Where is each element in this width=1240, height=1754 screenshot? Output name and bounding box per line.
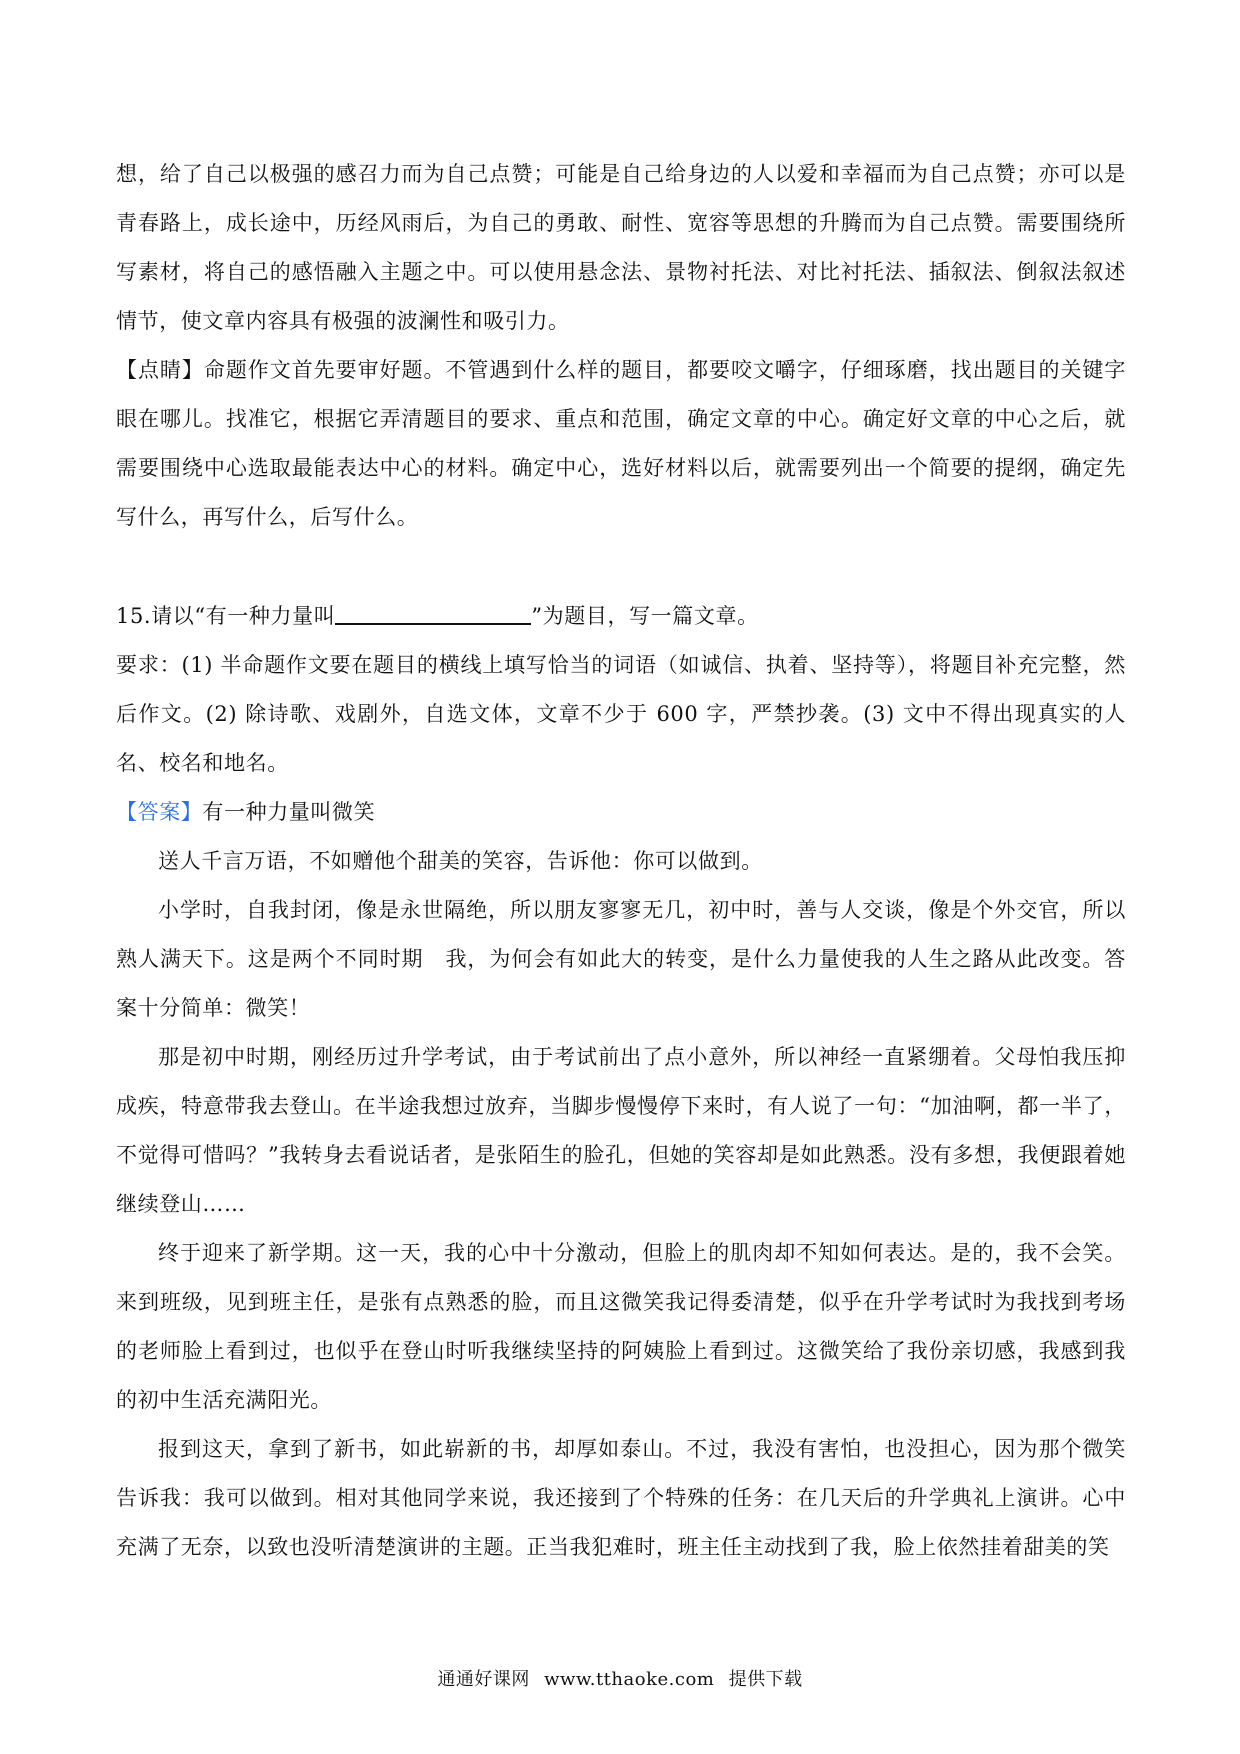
essay-paragraph: 报到这天，拿到了新书，如此崭新的书，却厚如泰山。不过，我没有害怕，也没担心，因为那个微笑告诉我：我可以做到。相对其他同学来说，我还接到了个特殊的任务：在几天后的升学典礼上演讲。心中充满了无奈，以致也没听清楚演讲的主题。正当我犯难时，班主任主动找到了我，脸上依然挂着甜美的笑 — [116, 1437, 1126, 1559]
title-blank-line — [335, 601, 531, 625]
footer-site-name: 通通好课网 — [437, 1669, 530, 1690]
answer-heading — [116, 788, 1126, 837]
page-footer — [0, 1665, 1240, 1691]
dianjing-label: 【点睛】 — [116, 358, 204, 382]
essay-paragraph: 小学时，自我封闭，像是永世隔绝，所以朋友寥寥无几，初中时，善与人交谈，像是个外交官，所以熟人满天下。这是两个不同时期 我，为何会有如此大的转变，是什么力量使我的人生之路从此改变。答案十分简单：微笑！ — [116, 898, 1126, 1020]
question-requirements: 要求：(1) 半命题作文要在题目的横线上填写恰当的词语（如诚信、执着、坚持等），将题目补充完整，然后作文。(2) 除诗歌、戏剧外，自选文体，文章不少于 600 字，严禁抄袭。(3) 文中不得出现真实的人名、校名和地名。 — [116, 653, 1126, 775]
analysis-paragraph-continued: 想，给了自己以极强的感召力而为自己点赞；可能是自己给身边的人以爱和幸福而为自己点赞；亦可以是青春路上，成长途中，历经风雨后，为自己的勇敢、耐性、宽容等思想的升腾而为自己点赞。需要围绕所写素材，将自己的感悟融入主题之中。可以使用悬念法、景物衬托法、对比衬托法、插叙法、倒叙法叙述情节，使文章内容具有极强的波澜性和吸引力。 — [116, 162, 1126, 333]
essay-paragraph: 那是初中时期，刚经历过升学考试，由于考试前出了点小意外，所以神经一直紧绷着。父母怕我压抑成疾，特意带我去登山。在半途我想过放弃，当脚步慢慢停下来时，有人说了一句：“加油啊，都一半了，不觉得可惜吗？”我转身去看说话者，是张陌生的脸孔，但她的笑容却是如此熟悉。没有多想，我便跟着她继续登山…… — [116, 1045, 1126, 1216]
dianjing-text: 命题作文首先要审好题。不管遇到什么样的题目，都要咬文嚼字，仔细琢磨，找出题目的关键字眼在哪儿。找准它，根据它弄清题目的要求、重点和范围，确定文章的中心。确定好文章的中心之后，就需要围绕中心选取最能表达中心的材料。确定中心，选好材料以后，就需要列出一个简要的提纲，确定先写什么，再写什么，后写什么。 — [116, 358, 1126, 529]
dianjing-paragraph — [116, 346, 1126, 542]
footer-note: 提供下载 — [728, 1669, 803, 1690]
essay-paragraph: 送人千言万语，不如赠他个甜美的笑容，告诉他：你可以做到。 — [158, 849, 763, 873]
essay-paragraph: 终于迎来了新学期。这一天，我的心中十分激动，但脸上的肌肉却不知如何表达。是的，我不会笑。来到班级，见到班主任，是张有点熟悉的脸，而且这微笑我记得委清楚，似乎在升学考试时为我找到考场的老师脸上看到过，也似乎在登山时听我继续坚持的阿姨脸上看到过。这微笑给了我份亲切感，我感到我的初中生活充满阳光。 — [116, 1241, 1126, 1412]
answer-label: 【答案】 — [116, 800, 203, 824]
question-suffix: ”为题目，写一篇文章。 — [531, 604, 759, 628]
question-prompt — [116, 592, 1126, 641]
essay-title: 有一种力量叫微笑 — [202, 800, 376, 824]
question-prefix: 15.请以“有一种力量叫 — [116, 604, 336, 628]
footer-url: www.tthaoke.com — [544, 1669, 715, 1690]
page-content — [116, 150, 1126, 1572]
